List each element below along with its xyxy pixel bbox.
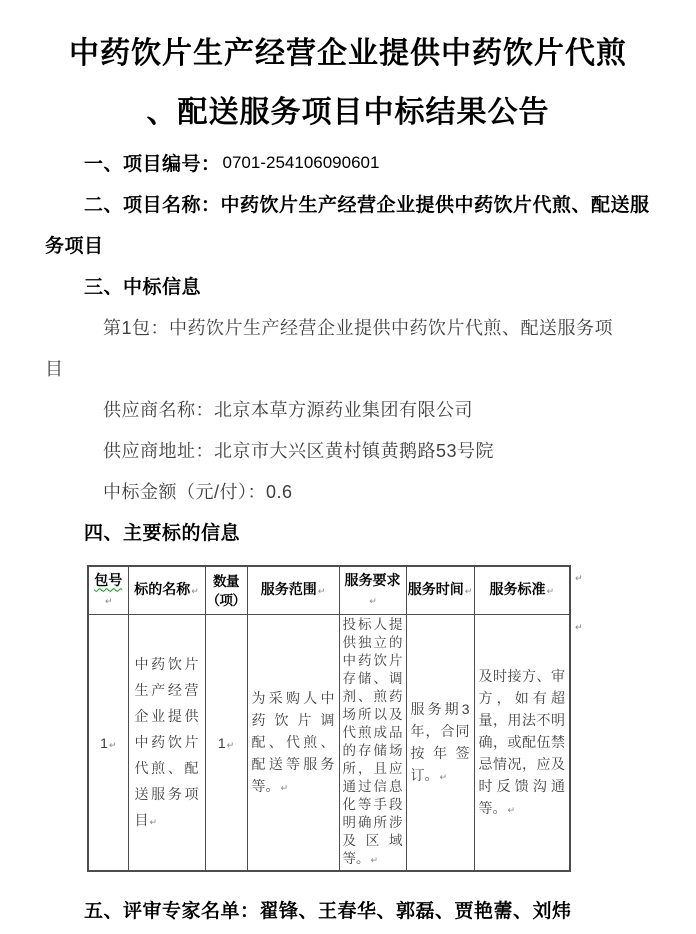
document-body [0, 142, 696, 930]
targets-table [87, 565, 571, 872]
supplier-name-line [45, 388, 676, 429]
end-of-cell-mark: ↵ [226, 739, 235, 750]
project-name-text-1: 二、项目名称：中药饮片生产经营企业提供中药饮片代煎、配送服 [84, 195, 650, 216]
award-amount-text: 中标金额（元/付）：0.6 [103, 481, 293, 502]
project-name-line-2 [45, 224, 676, 265]
experts-text: 五、评审专家名单：翟锋、王春华、郭磊、贾艳薷、刘炜 [84, 901, 572, 922]
header-package-no: 包号↵ [88, 566, 128, 615]
package-line-2 [45, 347, 676, 388]
package-text-1: 第1包：中药饮片生产经营企业提供中药饮片代煎、配送服务项 [103, 317, 614, 338]
end-of-cell-mark: ↵ [108, 739, 117, 750]
header-service-standard: 服务标准↵ [474, 566, 570, 615]
end-of-row-mark: ↵ [575, 622, 583, 632]
package-text-2: 目 [45, 358, 64, 379]
header-target-name: 标的名称↵ [128, 566, 205, 615]
end-of-cell-mark: ↵ [104, 595, 113, 606]
cell-service-time: 服务期3年，合同按年签订。↵ [406, 615, 474, 872]
end-of-row-mark: ↵ [575, 573, 583, 583]
project-name-text-2: 务项目 [45, 236, 104, 257]
table-header-row [88, 566, 570, 615]
end-of-cell-mark: ↵ [191, 586, 199, 596]
project-number-label: 一、项目编号： [84, 154, 221, 175]
end-of-cell-mark: ↵ [149, 816, 158, 827]
header-service-scope: 服务范围↵ [247, 566, 339, 615]
cell-service-standard: 及时接方、审方，如有超量，用法不明确，或配伍禁忌情况，应及时反馈沟通等。↵ [474, 615, 570, 872]
project-number-line [45, 142, 676, 183]
document-title [0, 0, 696, 142]
award-amount-line [45, 470, 676, 511]
package-line-1 [45, 306, 676, 347]
end-of-cell-mark: ↵ [546, 586, 555, 596]
end-of-cell-mark: ↵ [369, 595, 377, 606]
project-number-value: 0701-254106090601 [222, 152, 380, 172]
project-name-line-1 [45, 183, 676, 224]
targets-table-wrapper [87, 565, 583, 872]
cell-target-name: 中药饮片生产经营企业提供中药饮片代煎、配送服务项目↵ [128, 615, 205, 872]
header-service-time: 服务时间↵ [406, 566, 474, 615]
end-of-cell-mark: ↵ [464, 586, 473, 596]
header-quantity: 数量 （项） [205, 566, 247, 615]
end-of-cell-mark: ↵ [507, 804, 516, 815]
document-title-line-1: 中药饮片生产经营企业提供中药饮片代煎 [69, 37, 627, 70]
cell-package-no: 1↵ [88, 615, 128, 872]
end-of-cell-mark: ↵ [439, 771, 448, 782]
award-info-heading: 三、中标信息 [84, 277, 202, 298]
supplier-address-text: 供应商地址：北京市大兴区黄村镇黄鹅路53号院 [103, 440, 495, 461]
table-data-row [88, 615, 570, 872]
experts-line [45, 889, 676, 930]
document-title-line-2: 、配送服务项目中标结果公告 [146, 96, 550, 129]
end-of-cell-mark: ↵ [370, 855, 379, 865]
cell-service-requirements: 投标人提供独立的中药饮片存储、调剂、煎药场所以及代煎成品的存储场所，且应通过信息化等手段明确所涉及区域等。↵ [339, 615, 406, 872]
header-service-requirements: 服务要求↵ [339, 566, 406, 615]
end-of-cell-mark: ↵ [317, 586, 326, 596]
supplier-address-line [45, 429, 676, 470]
supplier-name-text: 供应商名称：北京本草方源药业集团有限公司 [103, 399, 473, 420]
main-targets-heading: 四、主要标的信息 [84, 523, 241, 544]
end-of-cell-mark: ↵ [280, 782, 289, 793]
cell-quantity: 1↵ [205, 615, 247, 872]
cell-service-scope: 为采购人中药饮片调配、代煎、配送等服务等。↵ [247, 615, 339, 872]
